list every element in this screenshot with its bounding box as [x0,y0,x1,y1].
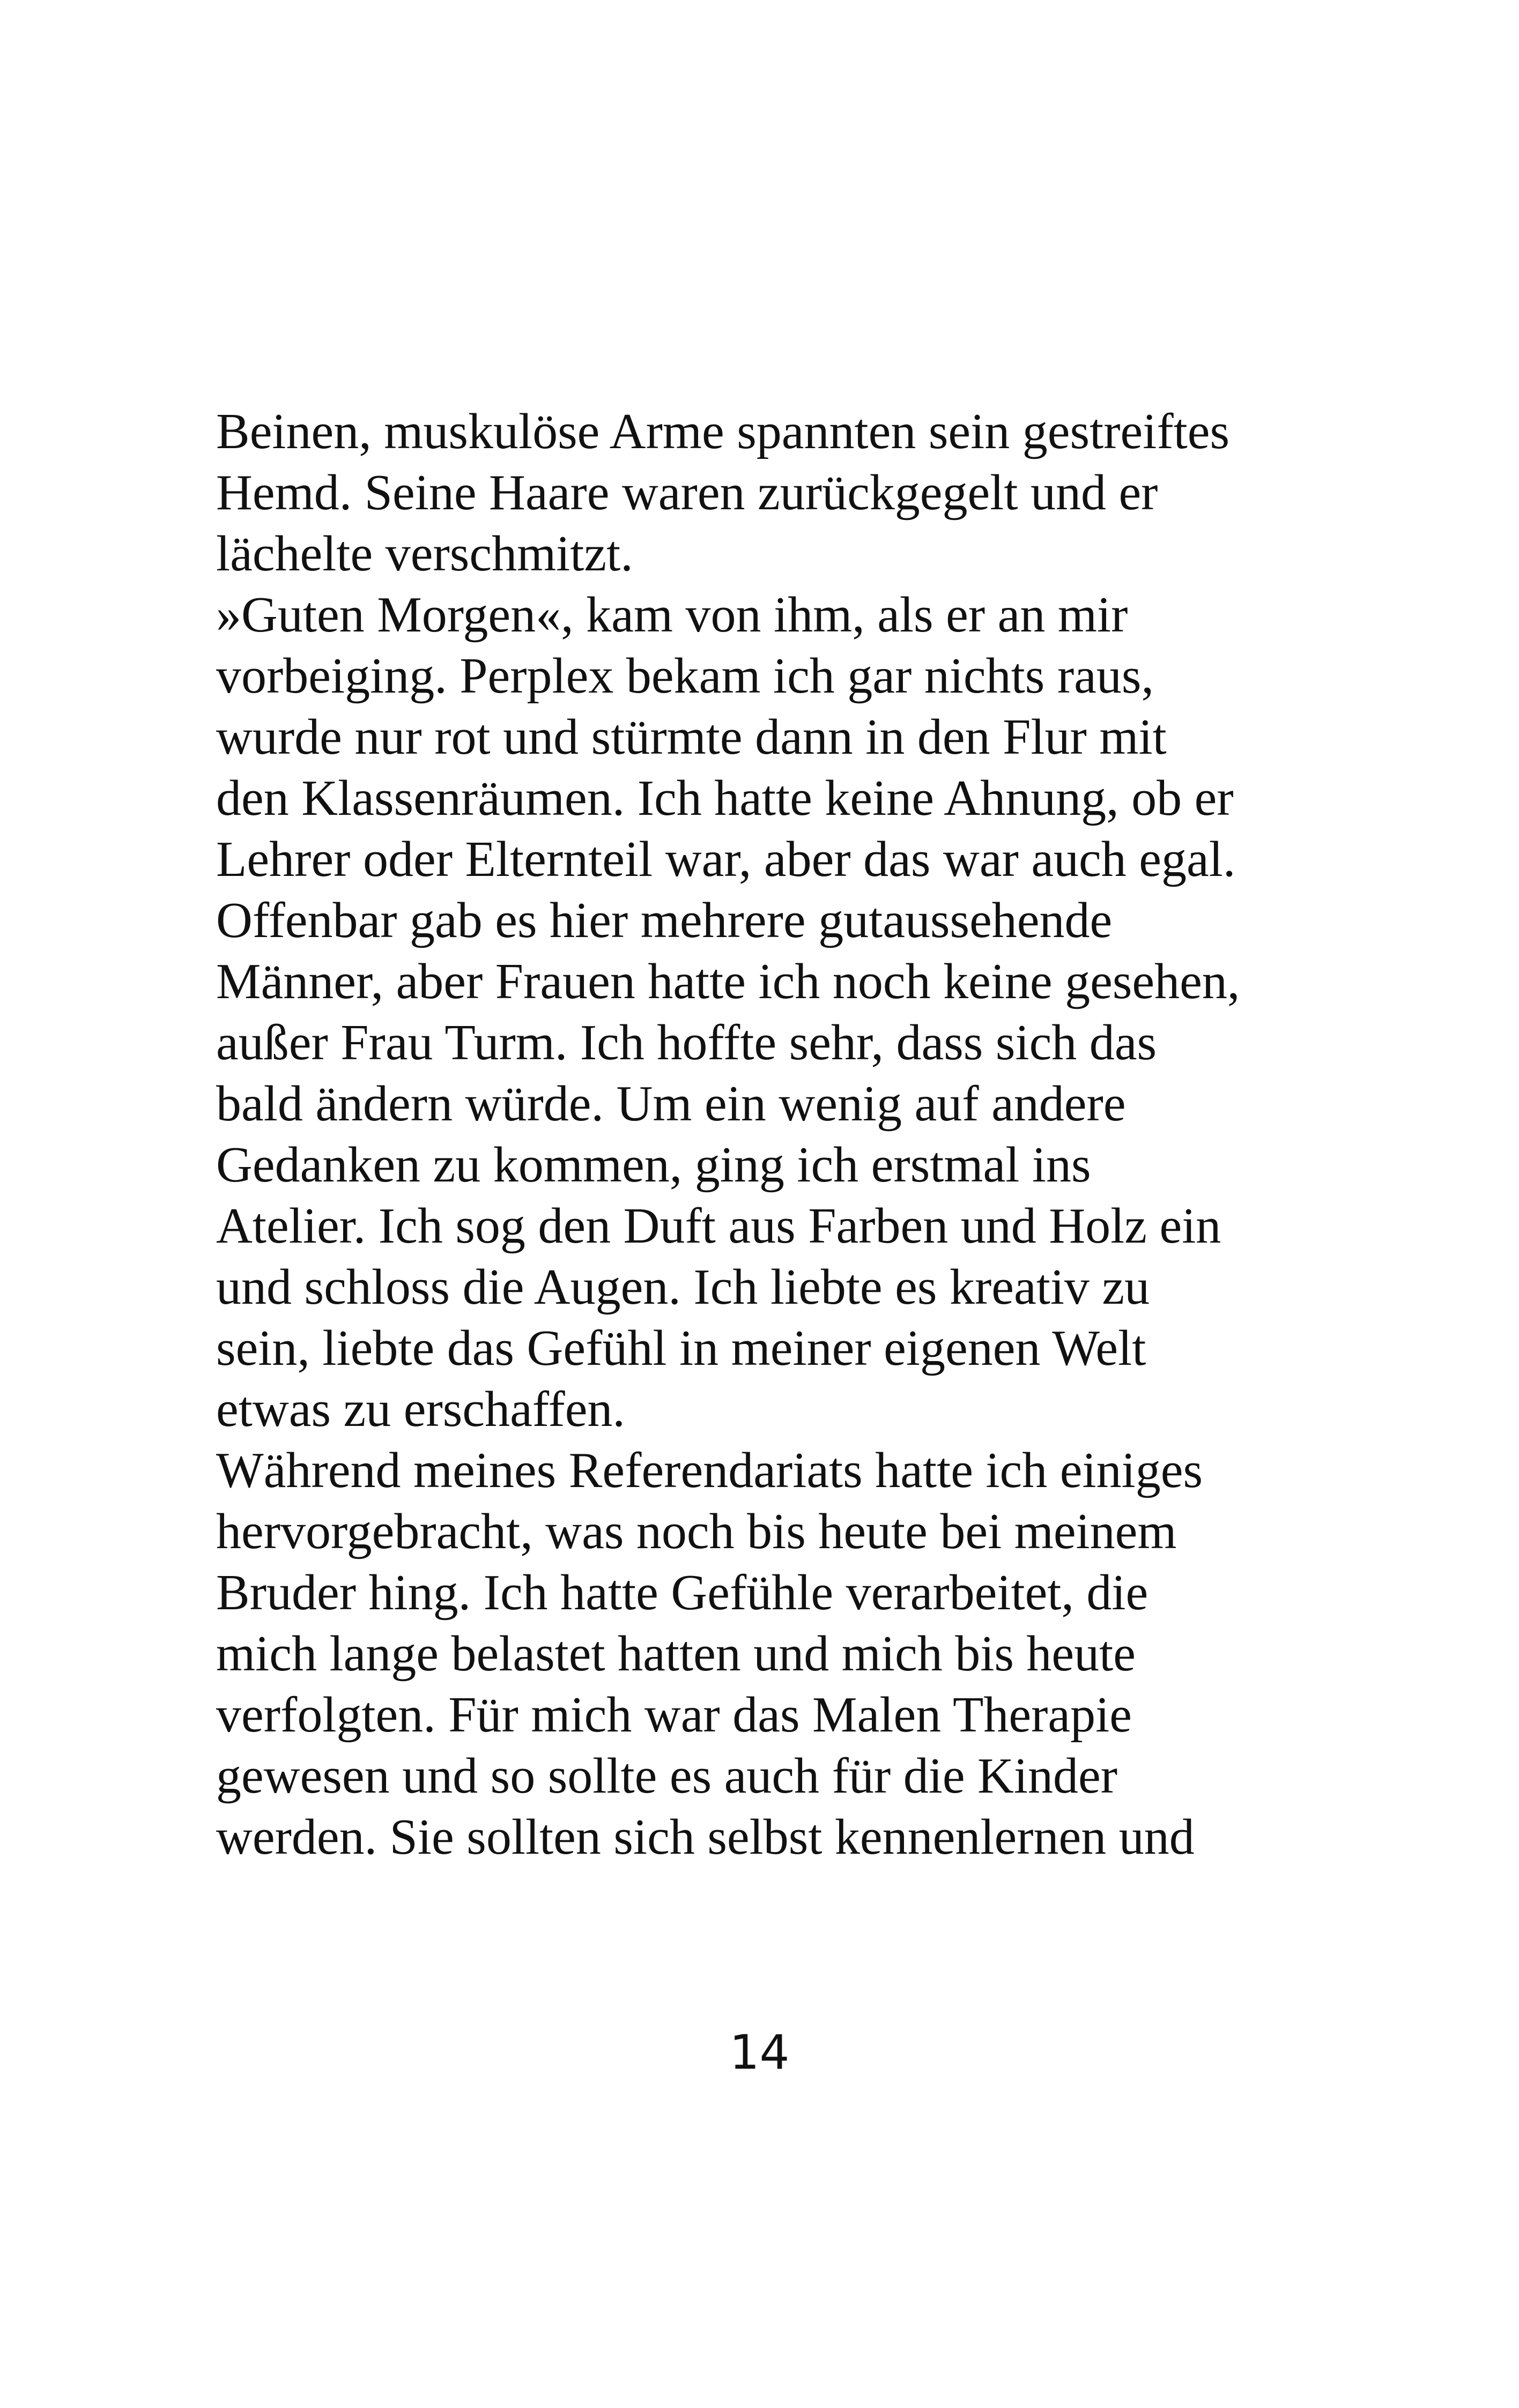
text-line: Gedanken zu kommen, ging ich erstmal ins [216,1137,1091,1193]
text-line: mich lange belastet hatten und mich bis heute [216,1626,1136,1682]
text-line: und schloss die Augen. Ich liebte es kreativ zu [216,1259,1150,1315]
text-line: »Guten Morgen«, kam von ihm, als er an mir [216,587,1128,643]
text-line: Beinen, muskulöse Arme spannten sein gestreiftes [216,404,1230,459]
text-line: sein, liebte das Gefühl in meiner eigenen Welt [216,1320,1146,1376]
text-line: wurde nur rot und stürmte dann in den Flur mit [216,709,1167,765]
text-line: hervorgebracht, was noch bis heute bei meinem [216,1504,1177,1559]
text-line: bald ändern würde. Um ein wenig auf andere [216,1076,1126,1132]
text-line: Offenbar gab es hier mehrere gutaussehende [216,893,1113,948]
text-line: vorbeiging. Perplex bekam ich gar nichts raus, [216,648,1154,704]
text-line: etwas zu erschaffen. [216,1381,625,1437]
text-line: den Klassenräumen. Ich hatte keine Ahnung, ob er [216,770,1234,826]
text-line: Während meines Referendariats hatte ich einiges [216,1443,1203,1498]
text-line: verfolgten. Für mich war das Malen Therapie [216,1687,1132,1743]
text-line: Atelier. Ich sog den Duft aus Farben und Holz ein [216,1198,1221,1254]
text-line: Bruder hing. Ich hatte Gefühle verarbeitet, die [216,1565,1148,1621]
text-line: lächelte verschmitzt. [216,526,633,582]
text-line: gewesen und so sollte es auch für die Kinder [216,1748,1118,1804]
text-line: außer Frau Turm. Ich hoffte sehr, dass sich das [216,1015,1157,1071]
text-line: Lehrer oder Elternteil war, aber das war auch egal. [216,831,1236,887]
text-line: Hemd. Seine Haare waren zurückgegelt und er [216,465,1158,521]
page-number: 14 [729,2025,790,2080]
text-line: Männer, aber Frauen hatte ich noch keine gesehen, [216,954,1240,1009]
text-line: werden. Sie sollten sich selbst kennenlernen und [216,1809,1195,1865]
